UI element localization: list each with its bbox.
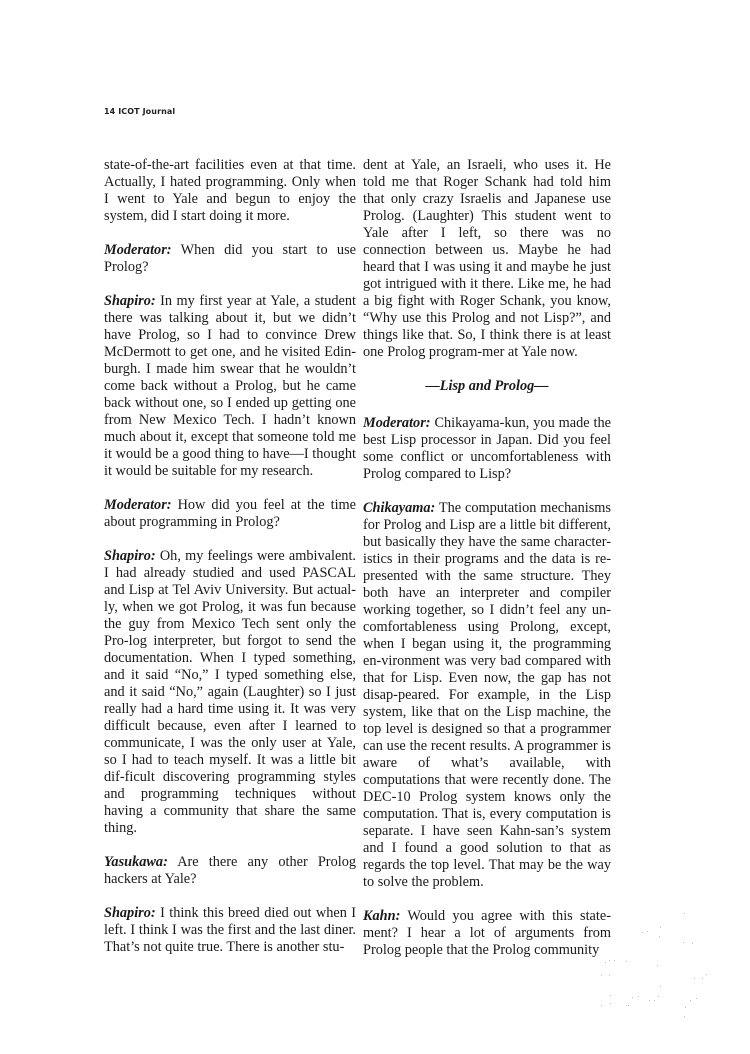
section-heading: —Lisp and Prolog— xyxy=(425,378,549,394)
paragraph-text: Would you agree with this state-ment? I hear a lot of arguments from Prolog people that the Prolog community xyxy=(363,908,611,958)
speaker-label: Chikayama: xyxy=(363,500,436,516)
paragraph xyxy=(104,242,356,276)
speaker-label: Shapiro: xyxy=(104,905,156,921)
paragraph-text: Chikayama-kun, you made the best Lisp processor in Japan. Did you feel some conflict or uncomfortableness with Prolog compared to Lisp? xyxy=(363,415,611,482)
page-header-text: 14 ICOT Journal xyxy=(104,107,176,116)
speaker-label: Shapiro: xyxy=(104,293,156,309)
paragraph-text: state-of-the-art facilities even at that time. Actually, I hated programming. Only when I went to Yale and begun to enjoy the system, did I start doing it more. xyxy=(104,157,356,224)
paragraph-text: Oh, my feelings were ambivalent. I had already studied and used PASCAL and Lisp at Tel Aviv University. But actual-ly, when we got Prolog, it was fun because the guy from Mexico Tech sent only the Pro-log interpreter, but forgot to send the documentation. When I typed something, and it said “No,” I typed something else, and it said “No,” again (Laughter) so I just really had a hard time using it. It was very difficult because, even after I learned to communicate, I was the only user at Yale, so I had to teach myself. It was a little bit dif-ficult discovering programming styles and programming techniques without having a community that share the same thing. xyxy=(104,548,356,836)
paragraph xyxy=(363,157,611,361)
left-column xyxy=(104,157,356,973)
right-column xyxy=(363,157,611,976)
paragraph-text: In my first year at Yale, a student there was talking about it, but we didn’t have Prolog, so I had to convince Drew McDermott to get one, and he visited Edin-burgh. I made him swear that he wouldn’t come back without a Prolog, but he came back without one, so I ended up getting one from New Mexico Tech. I hadn’t known much about it, except that someone told me it would be a good thing to have—I thought it would be suitable for my research. xyxy=(104,293,356,479)
speaker-label: Moderator: xyxy=(104,242,172,258)
speaker-label: Moderator: xyxy=(104,497,172,513)
paragraph xyxy=(363,908,611,959)
paragraph-text: The computation mechanisms for Prolog and Lisp are a little bit different, but basically they have the same character-istics in their programs and the data is re-presented with the same structure. They both have an interpreter and compiler working together, so I didn’t feel any un-comfortableness using Prolong, except, when I began using it, the programming en-vironment was very bad compared with that for Lisp. Even now, the gap has not disap-peared. For example, in the Lisp system, like that on the Lisp machine, the top level is designed so that a programmer can use the recent results. A programmer is aware of what’s available, with computations that were recently done. The DEC-10 Prolog system knows only the computation. That is, every computation is separate. I have seen Kahn-san’s system and I found a good solution to that as regards the top level. That may be the way to solve the problem. xyxy=(363,500,611,890)
page-header xyxy=(104,107,175,116)
paragraph-text: dent at Yale, an Israeli, who uses it. He told me that Roger Schank had told him that only crazy Israelis and Japanese use Prolog. (Laughter) This student went to Yale after I left, so there was no connection between us. Maybe he had heard that I was using it and maybe he just got intrigued with it there. Like me, he had a big fight with Roger Schank, you know, “Why use this Prolog and not Lisp?”, and things like that. So, I think there is at least one Prolog program-mer at Yale now. xyxy=(363,157,611,360)
paragraph-text: How did you feel at the time about programming in Prolog? xyxy=(104,497,357,530)
paragraph-text: I think this breed died out when I left. I think I was the first and the last diner. That’s not quite true. There is another stu- xyxy=(104,905,356,955)
speaker-label: Yasukawa: xyxy=(104,854,168,870)
speaker-label: Moderator: xyxy=(363,415,431,431)
paragraph-text: When did you start to use Prolog? xyxy=(104,242,356,275)
paragraph xyxy=(104,157,356,225)
paragraph xyxy=(104,854,356,888)
speaker-label: Shapiro: xyxy=(104,548,156,564)
paragraph xyxy=(104,905,356,956)
paragraph xyxy=(363,415,611,483)
paragraph xyxy=(104,497,356,531)
speaker-label: Kahn: xyxy=(363,908,401,924)
paragraph-text: Are there any other Prolog hackers at Yale? xyxy=(104,854,356,887)
paragraph xyxy=(104,548,356,837)
paragraph xyxy=(363,500,611,891)
paragraph xyxy=(104,293,356,480)
